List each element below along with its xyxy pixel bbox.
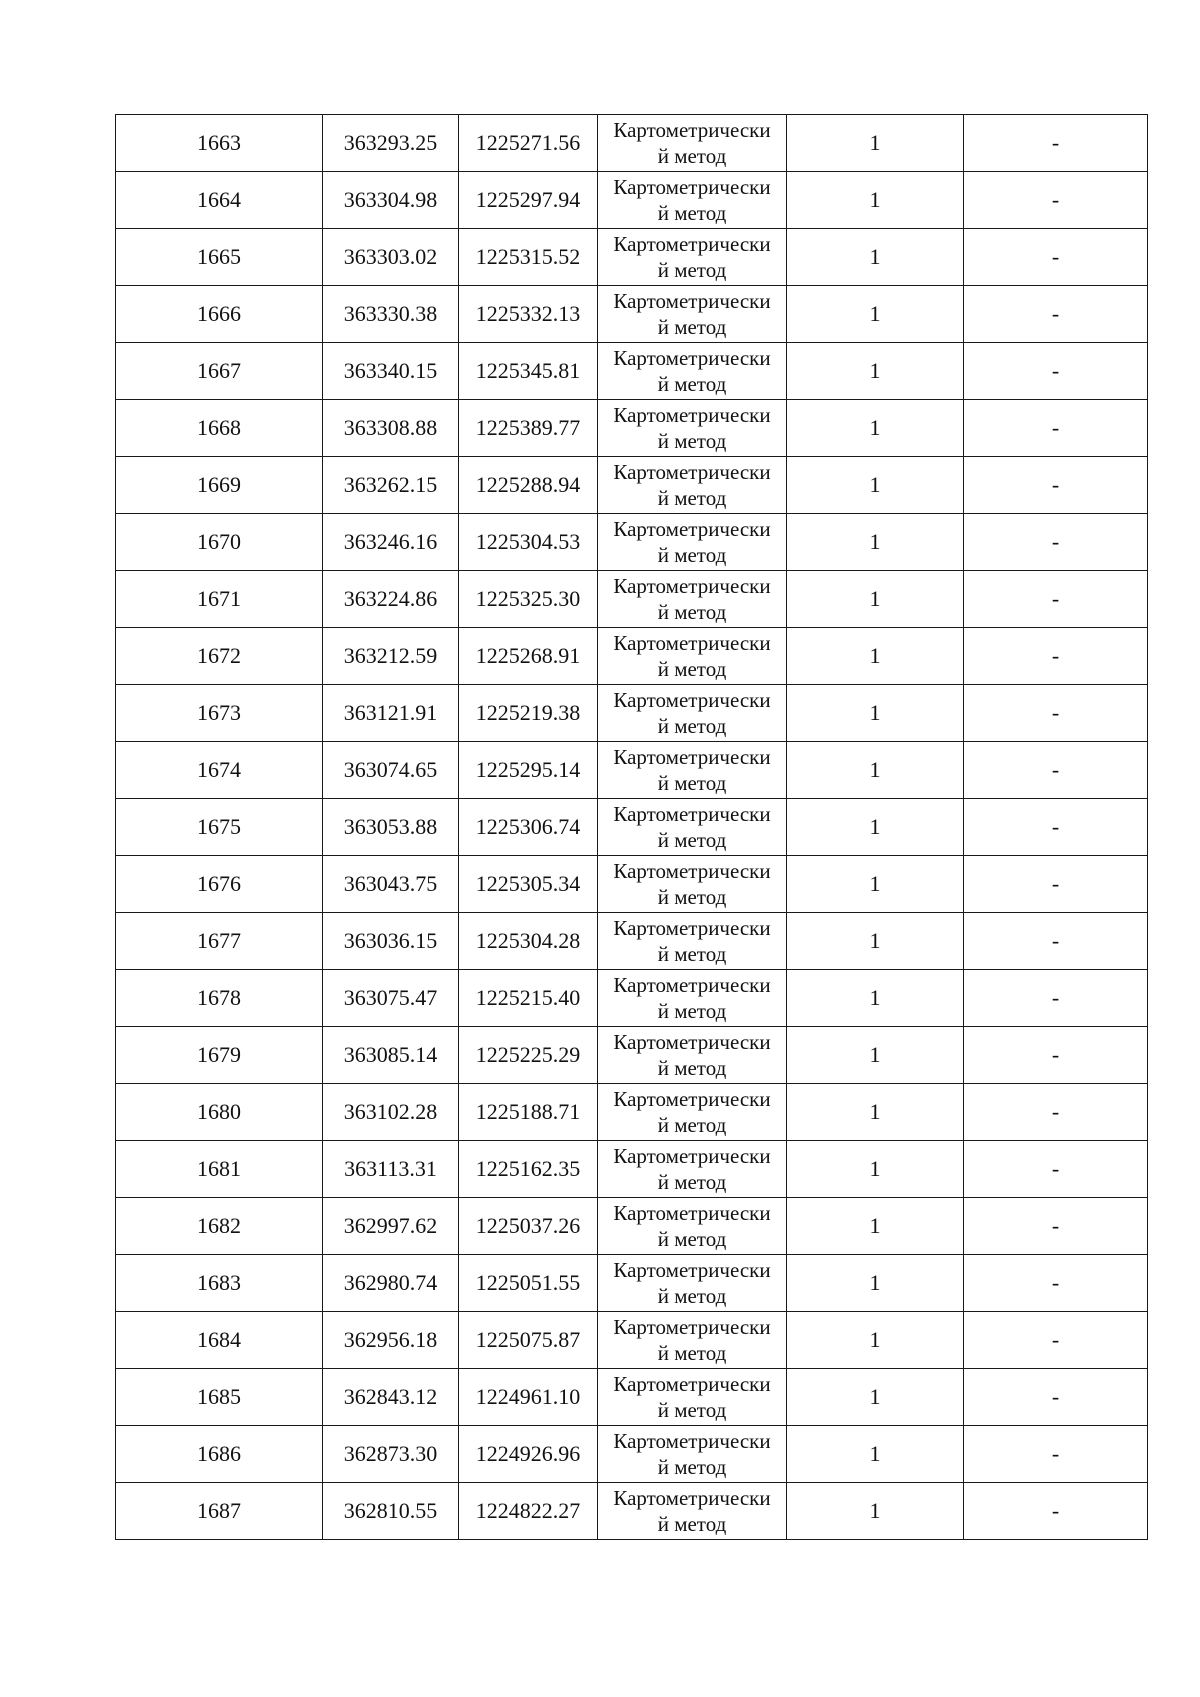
point-number-cell: 1667 bbox=[116, 343, 323, 400]
method-line-1: Картометрически bbox=[613, 631, 771, 655]
x-coordinate-cell: 362997.62 bbox=[323, 1198, 459, 1255]
method-line-2: й метод bbox=[657, 771, 727, 795]
method-cell bbox=[598, 457, 787, 514]
accuracy-cell: 1 bbox=[787, 1084, 964, 1141]
method-line-1: Картометрически bbox=[613, 118, 771, 142]
method-line-2: й метод bbox=[657, 1056, 727, 1080]
method-cell bbox=[598, 1369, 787, 1426]
description-cell: - bbox=[964, 628, 1148, 685]
y-coordinate-cell: 1225389.77 bbox=[459, 400, 598, 457]
table-row bbox=[116, 799, 1148, 856]
method-line-2: й метод bbox=[657, 1398, 727, 1422]
table-row bbox=[116, 115, 1148, 172]
method-cell bbox=[598, 742, 787, 799]
method-line-2: й метод bbox=[657, 600, 727, 624]
method-cell bbox=[598, 799, 787, 856]
method-line-1: Картометрически bbox=[613, 859, 771, 883]
y-coordinate-cell: 1225271.56 bbox=[459, 115, 598, 172]
accuracy-cell: 1 bbox=[787, 286, 964, 343]
table-row bbox=[116, 742, 1148, 799]
table-row bbox=[116, 343, 1148, 400]
accuracy-cell: 1 bbox=[787, 514, 964, 571]
y-coordinate-cell: 1225297.94 bbox=[459, 172, 598, 229]
description-cell: - bbox=[964, 685, 1148, 742]
point-number-cell: 1663 bbox=[116, 115, 323, 172]
method-cell bbox=[598, 1312, 787, 1369]
point-number-cell: 1682 bbox=[116, 1198, 323, 1255]
method-line-1: Картометрически bbox=[613, 802, 771, 826]
method-cell bbox=[598, 115, 787, 172]
x-coordinate-cell: 363085.14 bbox=[323, 1027, 459, 1084]
x-coordinate-cell: 363212.59 bbox=[323, 628, 459, 685]
accuracy-cell: 1 bbox=[787, 970, 964, 1027]
accuracy-cell: 1 bbox=[787, 229, 964, 286]
accuracy-cell: 1 bbox=[787, 457, 964, 514]
description-cell: - bbox=[964, 1084, 1148, 1141]
method-line-1: Картометрически bbox=[613, 1372, 771, 1396]
y-coordinate-cell: 1225162.35 bbox=[459, 1141, 598, 1198]
method-line-2: й метод bbox=[657, 144, 727, 168]
method-cell bbox=[598, 571, 787, 628]
method-cell bbox=[598, 343, 787, 400]
method-line-2: й метод bbox=[657, 315, 727, 339]
method-line-1: Картометрически bbox=[613, 1030, 771, 1054]
x-coordinate-cell: 362873.30 bbox=[323, 1426, 459, 1483]
x-coordinate-cell: 363246.16 bbox=[323, 514, 459, 571]
x-coordinate-cell: 363224.86 bbox=[323, 571, 459, 628]
accuracy-cell: 1 bbox=[787, 856, 964, 913]
method-line-2: й метод bbox=[657, 1284, 727, 1308]
method-line-2: й метод bbox=[657, 543, 727, 567]
y-coordinate-cell: 1225268.91 bbox=[459, 628, 598, 685]
table-row bbox=[116, 286, 1148, 343]
description-cell: - bbox=[964, 1483, 1148, 1540]
y-coordinate-cell: 1225051.55 bbox=[459, 1255, 598, 1312]
accuracy-cell: 1 bbox=[787, 1312, 964, 1369]
point-number-cell: 1677 bbox=[116, 913, 323, 970]
method-line-2: й метод bbox=[657, 942, 727, 966]
point-number-cell: 1665 bbox=[116, 229, 323, 286]
x-coordinate-cell: 363262.15 bbox=[323, 457, 459, 514]
description-cell: - bbox=[964, 343, 1148, 400]
table-row bbox=[116, 1027, 1148, 1084]
y-coordinate-cell: 1225075.87 bbox=[459, 1312, 598, 1369]
x-coordinate-cell: 362980.74 bbox=[323, 1255, 459, 1312]
x-coordinate-cell: 363102.28 bbox=[323, 1084, 459, 1141]
description-cell: - bbox=[964, 115, 1148, 172]
method-line-2: й метод bbox=[657, 372, 727, 396]
method-cell bbox=[598, 856, 787, 913]
x-coordinate-cell: 362843.12 bbox=[323, 1369, 459, 1426]
method-line-2: й метод bbox=[657, 1512, 727, 1536]
method-line-1: Картометрически bbox=[613, 289, 771, 313]
table-row bbox=[116, 628, 1148, 685]
x-coordinate-cell: 363293.25 bbox=[323, 115, 459, 172]
accuracy-cell: 1 bbox=[787, 1369, 964, 1426]
method-line-2: й метод bbox=[657, 1455, 727, 1479]
table-row bbox=[116, 229, 1148, 286]
table-row bbox=[116, 1255, 1148, 1312]
description-cell: - bbox=[964, 1141, 1148, 1198]
y-coordinate-cell: 1225288.94 bbox=[459, 457, 598, 514]
method-line-1: Картометрически bbox=[613, 517, 771, 541]
method-line-1: Картометрически bbox=[613, 574, 771, 598]
accuracy-cell: 1 bbox=[787, 115, 964, 172]
accuracy-cell: 1 bbox=[787, 343, 964, 400]
point-number-cell: 1675 bbox=[116, 799, 323, 856]
method-cell bbox=[598, 1198, 787, 1255]
description-cell: - bbox=[964, 1312, 1148, 1369]
x-coordinate-cell: 362956.18 bbox=[323, 1312, 459, 1369]
description-cell: - bbox=[964, 229, 1148, 286]
description-cell: - bbox=[964, 1198, 1148, 1255]
method-line-2: й метод bbox=[657, 1227, 727, 1251]
table-row bbox=[116, 856, 1148, 913]
y-coordinate-cell: 1225305.34 bbox=[459, 856, 598, 913]
method-cell bbox=[598, 1255, 787, 1312]
point-number-cell: 1680 bbox=[116, 1084, 323, 1141]
method-cell bbox=[598, 685, 787, 742]
method-line-1: Картометрически bbox=[613, 1201, 771, 1225]
x-coordinate-cell: 363036.15 bbox=[323, 913, 459, 970]
accuracy-cell: 1 bbox=[787, 400, 964, 457]
point-number-cell: 1666 bbox=[116, 286, 323, 343]
method-line-1: Картометрически bbox=[613, 973, 771, 997]
table-row bbox=[116, 685, 1148, 742]
method-cell bbox=[598, 1141, 787, 1198]
accuracy-cell: 1 bbox=[787, 685, 964, 742]
method-line-1: Картометрически bbox=[613, 346, 771, 370]
point-number-cell: 1673 bbox=[116, 685, 323, 742]
method-line-2: й метод bbox=[657, 1170, 727, 1194]
method-line-1: Картометрически bbox=[613, 232, 771, 256]
method-line-2: й метод bbox=[657, 429, 727, 453]
method-line-1: Картометрически bbox=[613, 1258, 771, 1282]
y-coordinate-cell: 1225219.38 bbox=[459, 685, 598, 742]
method-line-2: й метод bbox=[657, 999, 727, 1023]
accuracy-cell: 1 bbox=[787, 742, 964, 799]
accuracy-cell: 1 bbox=[787, 571, 964, 628]
table-row bbox=[116, 1198, 1148, 1255]
table-row bbox=[116, 1426, 1148, 1483]
table-row bbox=[116, 1312, 1148, 1369]
point-number-cell: 1674 bbox=[116, 742, 323, 799]
y-coordinate-cell: 1225306.74 bbox=[459, 799, 598, 856]
table-row bbox=[116, 400, 1148, 457]
point-number-cell: 1679 bbox=[116, 1027, 323, 1084]
y-coordinate-cell: 1224822.27 bbox=[459, 1483, 598, 1540]
method-line-1: Картометрически bbox=[613, 688, 771, 712]
accuracy-cell: 1 bbox=[787, 1426, 964, 1483]
description-cell: - bbox=[964, 172, 1148, 229]
point-number-cell: 1683 bbox=[116, 1255, 323, 1312]
point-number-cell: 1672 bbox=[116, 628, 323, 685]
description-cell: - bbox=[964, 1027, 1148, 1084]
coordinates-table bbox=[115, 114, 1148, 1540]
table-row bbox=[116, 913, 1148, 970]
method-cell bbox=[598, 400, 787, 457]
y-coordinate-cell: 1225345.81 bbox=[459, 343, 598, 400]
description-cell: - bbox=[964, 799, 1148, 856]
table-row bbox=[116, 1369, 1148, 1426]
table-row bbox=[116, 457, 1148, 514]
method-line-1: Картометрически bbox=[613, 403, 771, 427]
table-row bbox=[116, 1084, 1148, 1141]
method-cell bbox=[598, 1084, 787, 1141]
x-coordinate-cell: 363121.91 bbox=[323, 685, 459, 742]
x-coordinate-cell: 363303.02 bbox=[323, 229, 459, 286]
description-cell: - bbox=[964, 571, 1148, 628]
method-line-2: й метод bbox=[657, 828, 727, 852]
x-coordinate-cell: 363074.65 bbox=[323, 742, 459, 799]
description-cell: - bbox=[964, 1426, 1148, 1483]
method-line-1: Картометрически bbox=[613, 1315, 771, 1339]
point-number-cell: 1678 bbox=[116, 970, 323, 1027]
accuracy-cell: 1 bbox=[787, 1255, 964, 1312]
method-line-1: Картометрически bbox=[613, 1144, 771, 1168]
method-cell bbox=[598, 229, 787, 286]
y-coordinate-cell: 1224926.96 bbox=[459, 1426, 598, 1483]
point-number-cell: 1685 bbox=[116, 1369, 323, 1426]
point-number-cell: 1681 bbox=[116, 1141, 323, 1198]
description-cell: - bbox=[964, 286, 1148, 343]
y-coordinate-cell: 1225304.28 bbox=[459, 913, 598, 970]
x-coordinate-cell: 363304.98 bbox=[323, 172, 459, 229]
table-row bbox=[116, 970, 1148, 1027]
method-line-2: й метод bbox=[657, 1341, 727, 1365]
description-cell: - bbox=[964, 856, 1148, 913]
description-cell: - bbox=[964, 742, 1148, 799]
method-line-1: Картометрически bbox=[613, 1429, 771, 1453]
description-cell: - bbox=[964, 457, 1148, 514]
table-row bbox=[116, 514, 1148, 571]
coordinates-table-body bbox=[116, 115, 1148, 1540]
accuracy-cell: 1 bbox=[787, 1198, 964, 1255]
point-number-cell: 1671 bbox=[116, 571, 323, 628]
accuracy-cell: 1 bbox=[787, 1141, 964, 1198]
method-cell bbox=[598, 628, 787, 685]
x-coordinate-cell: 363340.15 bbox=[323, 343, 459, 400]
method-line-2: й метод bbox=[657, 885, 727, 909]
x-coordinate-cell: 363053.88 bbox=[323, 799, 459, 856]
method-cell bbox=[598, 970, 787, 1027]
accuracy-cell: 1 bbox=[787, 172, 964, 229]
method-line-2: й метод bbox=[657, 657, 727, 681]
x-coordinate-cell: 363330.38 bbox=[323, 286, 459, 343]
description-cell: - bbox=[964, 400, 1148, 457]
method-cell bbox=[598, 1027, 787, 1084]
method-line-1: Картометрически bbox=[613, 745, 771, 769]
method-cell bbox=[598, 172, 787, 229]
x-coordinate-cell: 363075.47 bbox=[323, 970, 459, 1027]
table-row bbox=[116, 571, 1148, 628]
y-coordinate-cell: 1225325.30 bbox=[459, 571, 598, 628]
description-cell: - bbox=[964, 913, 1148, 970]
method-cell bbox=[598, 913, 787, 970]
y-coordinate-cell: 1225188.71 bbox=[459, 1084, 598, 1141]
description-cell: - bbox=[964, 1255, 1148, 1312]
point-number-cell: 1676 bbox=[116, 856, 323, 913]
point-number-cell: 1684 bbox=[116, 1312, 323, 1369]
y-coordinate-cell: 1225304.53 bbox=[459, 514, 598, 571]
x-coordinate-cell: 362810.55 bbox=[323, 1483, 459, 1540]
table-row bbox=[116, 1141, 1148, 1198]
point-number-cell: 1670 bbox=[116, 514, 323, 571]
method-line-2: й метод bbox=[657, 201, 727, 225]
accuracy-cell: 1 bbox=[787, 913, 964, 970]
accuracy-cell: 1 bbox=[787, 799, 964, 856]
x-coordinate-cell: 363113.31 bbox=[323, 1141, 459, 1198]
point-number-cell: 1669 bbox=[116, 457, 323, 514]
y-coordinate-cell: 1225225.29 bbox=[459, 1027, 598, 1084]
description-cell: - bbox=[964, 514, 1148, 571]
table-row bbox=[116, 172, 1148, 229]
y-coordinate-cell: 1225215.40 bbox=[459, 970, 598, 1027]
method-cell bbox=[598, 514, 787, 571]
description-cell: - bbox=[964, 970, 1148, 1027]
table-row bbox=[116, 1483, 1148, 1540]
point-number-cell: 1664 bbox=[116, 172, 323, 229]
method-line-2: й метод bbox=[657, 714, 727, 738]
y-coordinate-cell: 1225295.14 bbox=[459, 742, 598, 799]
accuracy-cell: 1 bbox=[787, 1027, 964, 1084]
accuracy-cell: 1 bbox=[787, 1483, 964, 1540]
y-coordinate-cell: 1224961.10 bbox=[459, 1369, 598, 1426]
method-line-1: Картометрически bbox=[613, 916, 771, 940]
method-cell bbox=[598, 1483, 787, 1540]
accuracy-cell: 1 bbox=[787, 628, 964, 685]
method-line-1: Картометрически bbox=[613, 1087, 771, 1111]
point-number-cell: 1686 bbox=[116, 1426, 323, 1483]
description-cell: - bbox=[964, 1369, 1148, 1426]
x-coordinate-cell: 363043.75 bbox=[323, 856, 459, 913]
point-number-cell: 1668 bbox=[116, 400, 323, 457]
x-coordinate-cell: 363308.88 bbox=[323, 400, 459, 457]
method-line-1: Картометрически bbox=[613, 1486, 771, 1510]
y-coordinate-cell: 1225037.26 bbox=[459, 1198, 598, 1255]
method-cell bbox=[598, 286, 787, 343]
method-line-2: й метод bbox=[657, 1113, 727, 1137]
method-line-2: й метод bbox=[657, 486, 727, 510]
y-coordinate-cell: 1225332.13 bbox=[459, 286, 598, 343]
method-cell bbox=[598, 1426, 787, 1483]
y-coordinate-cell: 1225315.52 bbox=[459, 229, 598, 286]
method-line-1: Картометрически bbox=[613, 460, 771, 484]
method-line-1: Картометрически bbox=[613, 175, 771, 199]
point-number-cell: 1687 bbox=[116, 1483, 323, 1540]
method-line-2: й метод bbox=[657, 258, 727, 282]
